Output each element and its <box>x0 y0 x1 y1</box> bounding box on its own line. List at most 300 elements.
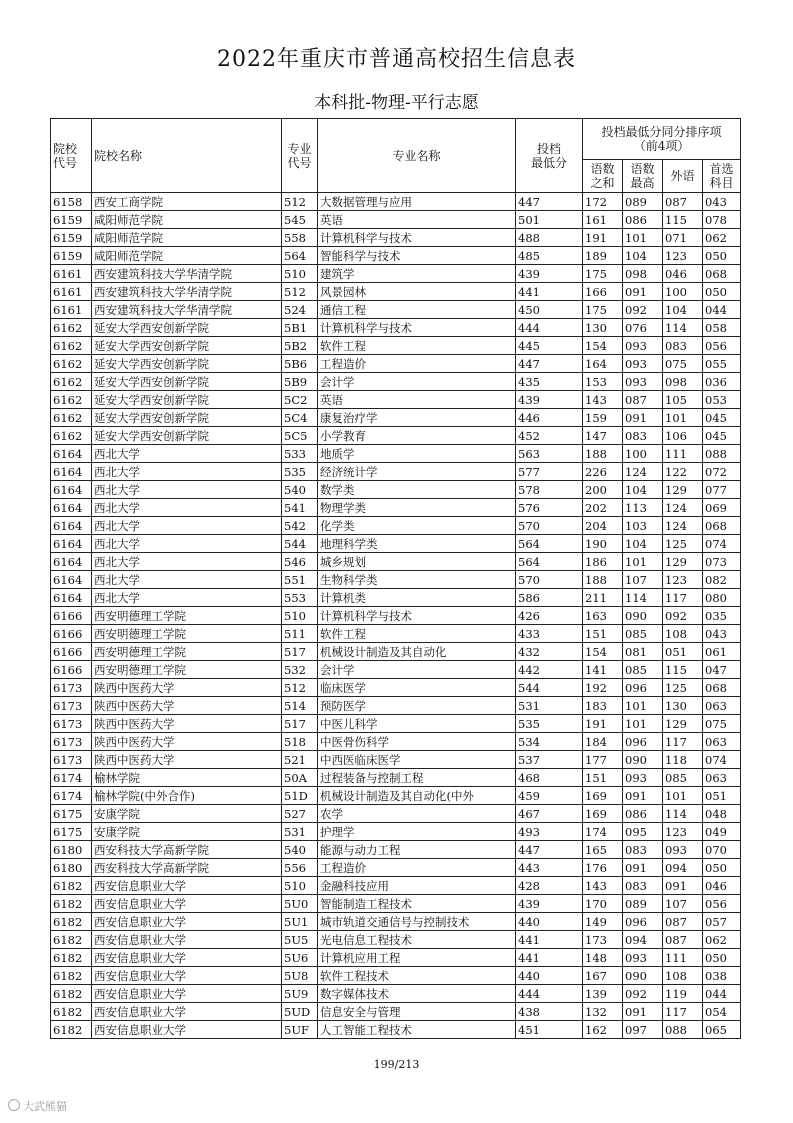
first-subject-cell: 068 <box>703 265 741 283</box>
school-code-cell: 6159 <box>51 247 92 265</box>
school-name-cell: 陕西中医药大学 <box>92 715 282 733</box>
yw-sum-cell: 170 <box>583 895 623 913</box>
yw-max-cell: 083 <box>623 427 663 445</box>
first-subject-cell: 050 <box>703 949 741 967</box>
yw-max-cell: 091 <box>623 1003 663 1021</box>
school-name-cell: 延安大学西安创新学院 <box>92 391 282 409</box>
major-name-cell: 中西医临床医学 <box>318 751 516 769</box>
school-code-cell: 6166 <box>51 643 92 661</box>
school-name-cell: 西北大学 <box>92 499 282 517</box>
major-name-cell: 计算机科学与技术 <box>318 319 516 337</box>
major-code-cell: 553 <box>282 589 318 607</box>
major-name-cell: 工程造价 <box>318 859 516 877</box>
school-code-cell: 6182 <box>51 877 92 895</box>
major-code-cell: 540 <box>282 841 318 859</box>
first-subject-cell: 075 <box>703 715 741 733</box>
major-name-cell: 智能制造工程技术 <box>318 895 516 913</box>
first-subject-cell: 063 <box>703 733 741 751</box>
table-row <box>51 301 741 319</box>
foreign-score-cell: 098 <box>663 373 703 391</box>
major-code-cell: 524 <box>282 301 318 319</box>
first-subject-cell: 068 <box>703 679 741 697</box>
school-name-cell: 西安明德理工学院 <box>92 643 282 661</box>
school-name-cell: 西北大学 <box>92 517 282 535</box>
yw-max-cell: 107 <box>623 571 663 589</box>
first-subject-cell: 068 <box>703 517 741 535</box>
school-code-cell: 6173 <box>51 715 92 733</box>
foreign-score-cell: 123 <box>663 823 703 841</box>
min-score-cell: 467 <box>516 805 583 823</box>
foreign-score-cell: 117 <box>663 589 703 607</box>
yw-max-cell: 097 <box>623 1021 663 1039</box>
yw-sum-cell: 166 <box>583 283 623 301</box>
first-subject-cell: 048 <box>703 805 741 823</box>
major-code-cell: 558 <box>282 229 318 247</box>
major-name-cell: 预防医学 <box>318 697 516 715</box>
table-row <box>51 535 741 553</box>
foreign-score-cell: 125 <box>663 679 703 697</box>
school-code-cell: 6182 <box>51 931 92 949</box>
yw-max-cell: 085 <box>623 661 663 679</box>
table-row <box>51 391 741 409</box>
min-score-cell: 447 <box>516 355 583 373</box>
yw-max-cell: 100 <box>623 445 663 463</box>
yw-max-cell: 093 <box>623 949 663 967</box>
major-name-cell: 物理学类 <box>318 499 516 517</box>
header-yw-sum-label: 语数 之和 <box>590 162 615 190</box>
header-school-name <box>92 119 282 193</box>
foreign-score-cell: 087 <box>663 931 703 949</box>
table-row <box>51 715 741 733</box>
table-row <box>51 661 741 679</box>
first-subject-cell: 050 <box>703 247 741 265</box>
school-name-cell: 西安建筑科技大学华清学院 <box>92 301 282 319</box>
yw-sum-cell: 141 <box>583 661 623 679</box>
yw-sum-cell: 191 <box>583 715 623 733</box>
foreign-score-cell: 115 <box>663 211 703 229</box>
first-subject-cell: 078 <box>703 211 741 229</box>
table-row <box>51 769 741 787</box>
major-code-cell: 50A <box>282 769 318 787</box>
table-row <box>51 211 741 229</box>
major-code-cell: 514 <box>282 697 318 715</box>
yw-sum-cell: 176 <box>583 859 623 877</box>
school-code-cell: 6182 <box>51 967 92 985</box>
min-score-cell: 428 <box>516 877 583 895</box>
major-code-cell: 512 <box>282 283 318 301</box>
min-score-cell: 443 <box>516 859 583 877</box>
school-name-cell: 西安信息职业大学 <box>92 967 282 985</box>
school-name-cell: 西安工商学院 <box>92 193 282 211</box>
min-score-cell: 447 <box>516 193 583 211</box>
yw-sum-cell: 173 <box>583 931 623 949</box>
page-title: 2022年重庆市普通高校招生信息表 <box>217 47 576 72</box>
min-score-cell: 570 <box>516 517 583 535</box>
yw-max-cell: 093 <box>623 355 663 373</box>
yw-max-cell: 114 <box>623 589 663 607</box>
table-row <box>51 859 741 877</box>
first-subject-cell: 056 <box>703 337 741 355</box>
major-code-cell: 517 <box>282 643 318 661</box>
first-subject-cell: 058 <box>703 319 741 337</box>
min-score-cell: 444 <box>516 985 583 1003</box>
major-name-cell: 智能科学与技术 <box>318 247 516 265</box>
yw-max-cell: 103 <box>623 517 663 535</box>
yw-max-cell: 104 <box>623 481 663 499</box>
table-row <box>51 427 741 445</box>
watermark-text: 大武熊猫 <box>23 1100 67 1113</box>
table-row <box>51 445 741 463</box>
major-code-cell: 5C5 <box>282 427 318 445</box>
yw-sum-cell: 148 <box>583 949 623 967</box>
major-code-cell: 5U8 <box>282 967 318 985</box>
first-subject-cell: 074 <box>703 751 741 769</box>
foreign-score-cell: 071 <box>663 229 703 247</box>
school-name-cell: 西北大学 <box>92 589 282 607</box>
foreign-score-cell: 129 <box>663 481 703 499</box>
foreign-score-cell: 125 <box>663 535 703 553</box>
yw-sum-cell: 153 <box>583 373 623 391</box>
foreign-score-cell: 117 <box>663 1003 703 1021</box>
school-code-cell: 6164 <box>51 589 92 607</box>
table-row <box>51 985 741 1003</box>
yw-sum-cell: 200 <box>583 481 623 499</box>
yw-sum-cell: 202 <box>583 499 623 517</box>
yw-max-cell: 092 <box>623 301 663 319</box>
min-score-cell: 439 <box>516 391 583 409</box>
school-name-cell: 陕西中医药大学 <box>92 679 282 697</box>
foreign-score-cell: 115 <box>663 661 703 679</box>
major-name-cell: 城乡规划 <box>318 553 516 571</box>
first-subject-cell: 077 <box>703 481 741 499</box>
header-yw-sum <box>583 160 623 193</box>
school-name-cell: 咸阳师范学院 <box>92 247 282 265</box>
major-code-cell: 5UD <box>282 1003 318 1021</box>
foreign-score-cell: 094 <box>663 859 703 877</box>
table-row <box>51 229 741 247</box>
school-name-cell: 西安科技大学高新学院 <box>92 859 282 877</box>
table-row <box>51 319 741 337</box>
foreign-score-cell: 129 <box>663 715 703 733</box>
school-code-cell: 6161 <box>51 301 92 319</box>
yw-max-cell: 093 <box>623 337 663 355</box>
yw-sum-cell: 188 <box>583 445 623 463</box>
table-row <box>51 1003 741 1021</box>
major-code-cell: 5U0 <box>282 895 318 913</box>
header-major-name-label: 专业名称 <box>392 148 441 163</box>
major-code-cell: 511 <box>282 625 318 643</box>
major-code-cell: 5U5 <box>282 931 318 949</box>
school-code-cell: 6162 <box>51 409 92 427</box>
foreign-score-cell: 119 <box>663 985 703 1003</box>
page-subtitle: 本科批-物理-平行志愿 <box>314 93 479 113</box>
major-name-cell: 英语 <box>318 211 516 229</box>
foreign-score-cell: 046 <box>663 265 703 283</box>
header-school-name-label: 院校名称 <box>94 148 143 163</box>
school-name-cell: 榆林学院(中外合作) <box>92 787 282 805</box>
yw-max-cell: 094 <box>623 931 663 949</box>
table-row <box>51 337 741 355</box>
school-code-cell: 6164 <box>51 553 92 571</box>
school-code-cell: 6159 <box>51 211 92 229</box>
header-tiebreak-group-label: 投档最低分同分排序项 （前4项） <box>601 125 722 153</box>
yw-sum-cell: 169 <box>583 805 623 823</box>
major-name-cell: 计算机科学与技术 <box>318 229 516 247</box>
first-subject-cell: 070 <box>703 841 741 859</box>
yw-sum-cell: 172 <box>583 193 623 211</box>
yw-max-cell: 104 <box>623 247 663 265</box>
major-name-cell: 信息安全与管理 <box>318 1003 516 1021</box>
min-score-cell: 442 <box>516 661 583 679</box>
table-row <box>51 193 741 211</box>
first-subject-cell: 062 <box>703 229 741 247</box>
yw-max-cell: 096 <box>623 913 663 931</box>
yw-max-cell: 091 <box>623 787 663 805</box>
yw-sum-cell: 159 <box>583 409 623 427</box>
major-code-cell: 510 <box>282 877 318 895</box>
min-score-cell: 444 <box>516 319 583 337</box>
school-name-cell: 延安大学西安创新学院 <box>92 373 282 391</box>
major-name-cell: 地理科学类 <box>318 535 516 553</box>
school-name-cell: 西安信息职业大学 <box>92 1003 282 1021</box>
school-code-cell: 6173 <box>51 751 92 769</box>
foreign-score-cell: 091 <box>663 877 703 895</box>
yw-max-cell: 090 <box>623 967 663 985</box>
major-code-cell: 5B1 <box>282 319 318 337</box>
min-score-cell: 452 <box>516 427 583 445</box>
min-score-cell: 564 <box>516 535 583 553</box>
school-name-cell: 西安明德理工学院 <box>92 607 282 625</box>
school-code-cell: 6162 <box>51 355 92 373</box>
major-code-cell: 527 <box>282 805 318 823</box>
yw-sum-cell: 177 <box>583 751 623 769</box>
min-score-cell: 441 <box>516 949 583 967</box>
school-code-cell: 6164 <box>51 481 92 499</box>
major-code-cell: 564 <box>282 247 318 265</box>
yw-max-cell: 095 <box>623 823 663 841</box>
school-code-cell: 6182 <box>51 913 92 931</box>
major-code-cell: 540 <box>282 481 318 499</box>
school-code-cell: 6164 <box>51 499 92 517</box>
school-name-cell: 延安大学西安创新学院 <box>92 319 282 337</box>
yw-max-cell: 087 <box>623 391 663 409</box>
major-name-cell: 康复治疗学 <box>318 409 516 427</box>
header-major-name <box>318 119 516 193</box>
major-code-cell: 512 <box>282 193 318 211</box>
yw-sum-cell: 211 <box>583 589 623 607</box>
major-code-cell: 533 <box>282 445 318 463</box>
school-name-cell: 西北大学 <box>92 481 282 499</box>
min-score-cell: 537 <box>516 751 583 769</box>
foreign-score-cell: 111 <box>663 445 703 463</box>
watermark-logo-icon <box>8 1099 20 1111</box>
foreign-score-cell: 092 <box>663 607 703 625</box>
yw-max-cell: 091 <box>623 409 663 427</box>
header-major-code <box>282 119 318 193</box>
school-name-cell: 西安建筑科技大学华清学院 <box>92 265 282 283</box>
school-name-cell: 西安信息职业大学 <box>92 985 282 1003</box>
school-code-cell: 6164 <box>51 517 92 535</box>
table-row <box>51 841 741 859</box>
foreign-score-cell: 105 <box>663 391 703 409</box>
first-subject-cell: 062 <box>703 931 741 949</box>
yw-sum-cell: 143 <box>583 391 623 409</box>
first-subject-cell: 038 <box>703 967 741 985</box>
major-code-cell: 545 <box>282 211 318 229</box>
school-name-cell: 西安信息职业大学 <box>92 895 282 913</box>
major-code-cell: 535 <box>282 463 318 481</box>
major-name-cell: 生物科学类 <box>318 571 516 589</box>
major-code-cell: 5B9 <box>282 373 318 391</box>
major-name-cell: 金融科技应用 <box>318 877 516 895</box>
school-name-cell: 西北大学 <box>92 463 282 481</box>
header-min-score-label: 投档 最低分 <box>530 141 567 170</box>
yw-max-cell: 090 <box>623 751 663 769</box>
min-score-cell: 563 <box>516 445 583 463</box>
major-code-cell: 5U9 <box>282 985 318 1003</box>
min-score-cell: 440 <box>516 967 583 985</box>
school-name-cell: 西北大学 <box>92 553 282 571</box>
first-subject-cell: 061 <box>703 643 741 661</box>
major-code-cell: 518 <box>282 733 318 751</box>
major-code-cell: 542 <box>282 517 318 535</box>
min-score-cell: 441 <box>516 283 583 301</box>
major-code-cell: 5UF <box>282 1021 318 1039</box>
school-code-cell: 6164 <box>51 463 92 481</box>
school-name-cell: 西安明德理工学院 <box>92 625 282 643</box>
school-name-cell: 延安大学西安创新学院 <box>92 409 282 427</box>
yw-sum-cell: 149 <box>583 913 623 931</box>
school-code-cell: 6162 <box>51 427 92 445</box>
school-code-cell: 6164 <box>51 445 92 463</box>
major-name-cell: 地质学 <box>318 445 516 463</box>
school-name-cell: 西安建筑科技大学华清学院 <box>92 283 282 301</box>
min-score-cell: 564 <box>516 553 583 571</box>
school-name-cell: 延安大学西安创新学院 <box>92 355 282 373</box>
school-code-cell: 6164 <box>51 571 92 589</box>
school-name-cell: 延安大学西安创新学院 <box>92 427 282 445</box>
min-score-cell: 501 <box>516 211 583 229</box>
min-score-cell: 577 <box>516 463 583 481</box>
major-name-cell: 农学 <box>318 805 516 823</box>
min-score-cell: 578 <box>516 481 583 499</box>
major-name-cell: 软件工程 <box>318 625 516 643</box>
table-row <box>51 517 741 535</box>
first-subject-cell: 050 <box>703 859 741 877</box>
major-code-cell: 512 <box>282 679 318 697</box>
first-subject-cell: 056 <box>703 895 741 913</box>
table-row <box>51 283 741 301</box>
yw-sum-cell: 151 <box>583 625 623 643</box>
major-code-cell: 541 <box>282 499 318 517</box>
table-row <box>51 805 741 823</box>
school-code-cell: 6162 <box>51 319 92 337</box>
first-subject-cell: 045 <box>703 409 741 427</box>
yw-max-cell: 093 <box>623 373 663 391</box>
school-code-cell: 6175 <box>51 823 92 841</box>
min-score-cell: 468 <box>516 769 583 787</box>
table-row <box>51 1021 741 1039</box>
school-code-cell: 6173 <box>51 733 92 751</box>
first-subject-cell: 065 <box>703 1021 741 1039</box>
major-name-cell: 工程造价 <box>318 355 516 373</box>
table-row <box>51 571 741 589</box>
foreign-score-cell: 104 <box>663 301 703 319</box>
first-subject-cell: 036 <box>703 373 741 391</box>
yw-sum-cell: 164 <box>583 355 623 373</box>
min-score-cell: 439 <box>516 265 583 283</box>
major-name-cell: 机械设计制造及其自动化 <box>318 643 516 661</box>
major-code-cell: 517 <box>282 715 318 733</box>
foreign-score-cell: 108 <box>663 625 703 643</box>
school-name-cell: 西安明德理工学院 <box>92 661 282 679</box>
yw-max-cell: 092 <box>623 985 663 1003</box>
first-subject-cell: 047 <box>703 661 741 679</box>
major-code-cell: 546 <box>282 553 318 571</box>
major-name-cell: 数字媒体技术 <box>318 985 516 1003</box>
min-score-cell: 570 <box>516 571 583 589</box>
major-code-cell: 521 <box>282 751 318 769</box>
min-score-cell: 446 <box>516 409 583 427</box>
foreign-score-cell: 117 <box>663 733 703 751</box>
school-code-cell: 6166 <box>51 661 92 679</box>
major-code-cell: 5B2 <box>282 337 318 355</box>
table-row <box>51 589 741 607</box>
school-name-cell: 西安信息职业大学 <box>92 1021 282 1039</box>
major-code-cell: 551 <box>282 571 318 589</box>
yw-max-cell: 083 <box>623 877 663 895</box>
major-name-cell: 英语 <box>318 391 516 409</box>
foreign-score-cell: 107 <box>663 895 703 913</box>
yw-sum-cell: 204 <box>583 517 623 535</box>
yw-max-cell: 086 <box>623 805 663 823</box>
first-subject-cell: 063 <box>703 697 741 715</box>
foreign-score-cell: 101 <box>663 787 703 805</box>
first-subject-cell: 044 <box>703 985 741 1003</box>
school-code-cell: 6174 <box>51 769 92 787</box>
yw-sum-cell: 165 <box>583 841 623 859</box>
min-score-cell: 433 <box>516 625 583 643</box>
foreign-score-cell: 108 <box>663 967 703 985</box>
major-code-cell: 544 <box>282 535 318 553</box>
min-score-cell: 531 <box>516 697 583 715</box>
yw-max-cell: 090 <box>623 607 663 625</box>
yw-sum-cell: 163 <box>583 607 623 625</box>
foreign-score-cell: 083 <box>663 337 703 355</box>
header-yw-max <box>623 160 663 193</box>
major-name-cell: 小学教育 <box>318 427 516 445</box>
school-code-cell: 6173 <box>51 697 92 715</box>
min-score-cell: 459 <box>516 787 583 805</box>
school-code-cell: 6158 <box>51 193 92 211</box>
table-row <box>51 823 741 841</box>
first-subject-cell: 088 <box>703 445 741 463</box>
yw-max-cell: 083 <box>623 841 663 859</box>
yw-sum-cell: 147 <box>583 427 623 445</box>
school-code-cell: 6164 <box>51 535 92 553</box>
table-row <box>51 787 741 805</box>
major-name-cell: 人工智能工程技术 <box>318 1021 516 1039</box>
school-code-cell: 6162 <box>51 337 92 355</box>
major-name-cell: 计算机类 <box>318 589 516 607</box>
header-yw-max-label: 语数 最高 <box>630 162 655 190</box>
school-code-cell: 6182 <box>51 895 92 913</box>
school-name-cell: 西北大学 <box>92 445 282 463</box>
yw-sum-cell: 167 <box>583 967 623 985</box>
major-name-cell: 过程装备与控制工程 <box>318 769 516 787</box>
yw-max-cell: 091 <box>623 859 663 877</box>
yw-max-cell: 101 <box>623 697 663 715</box>
